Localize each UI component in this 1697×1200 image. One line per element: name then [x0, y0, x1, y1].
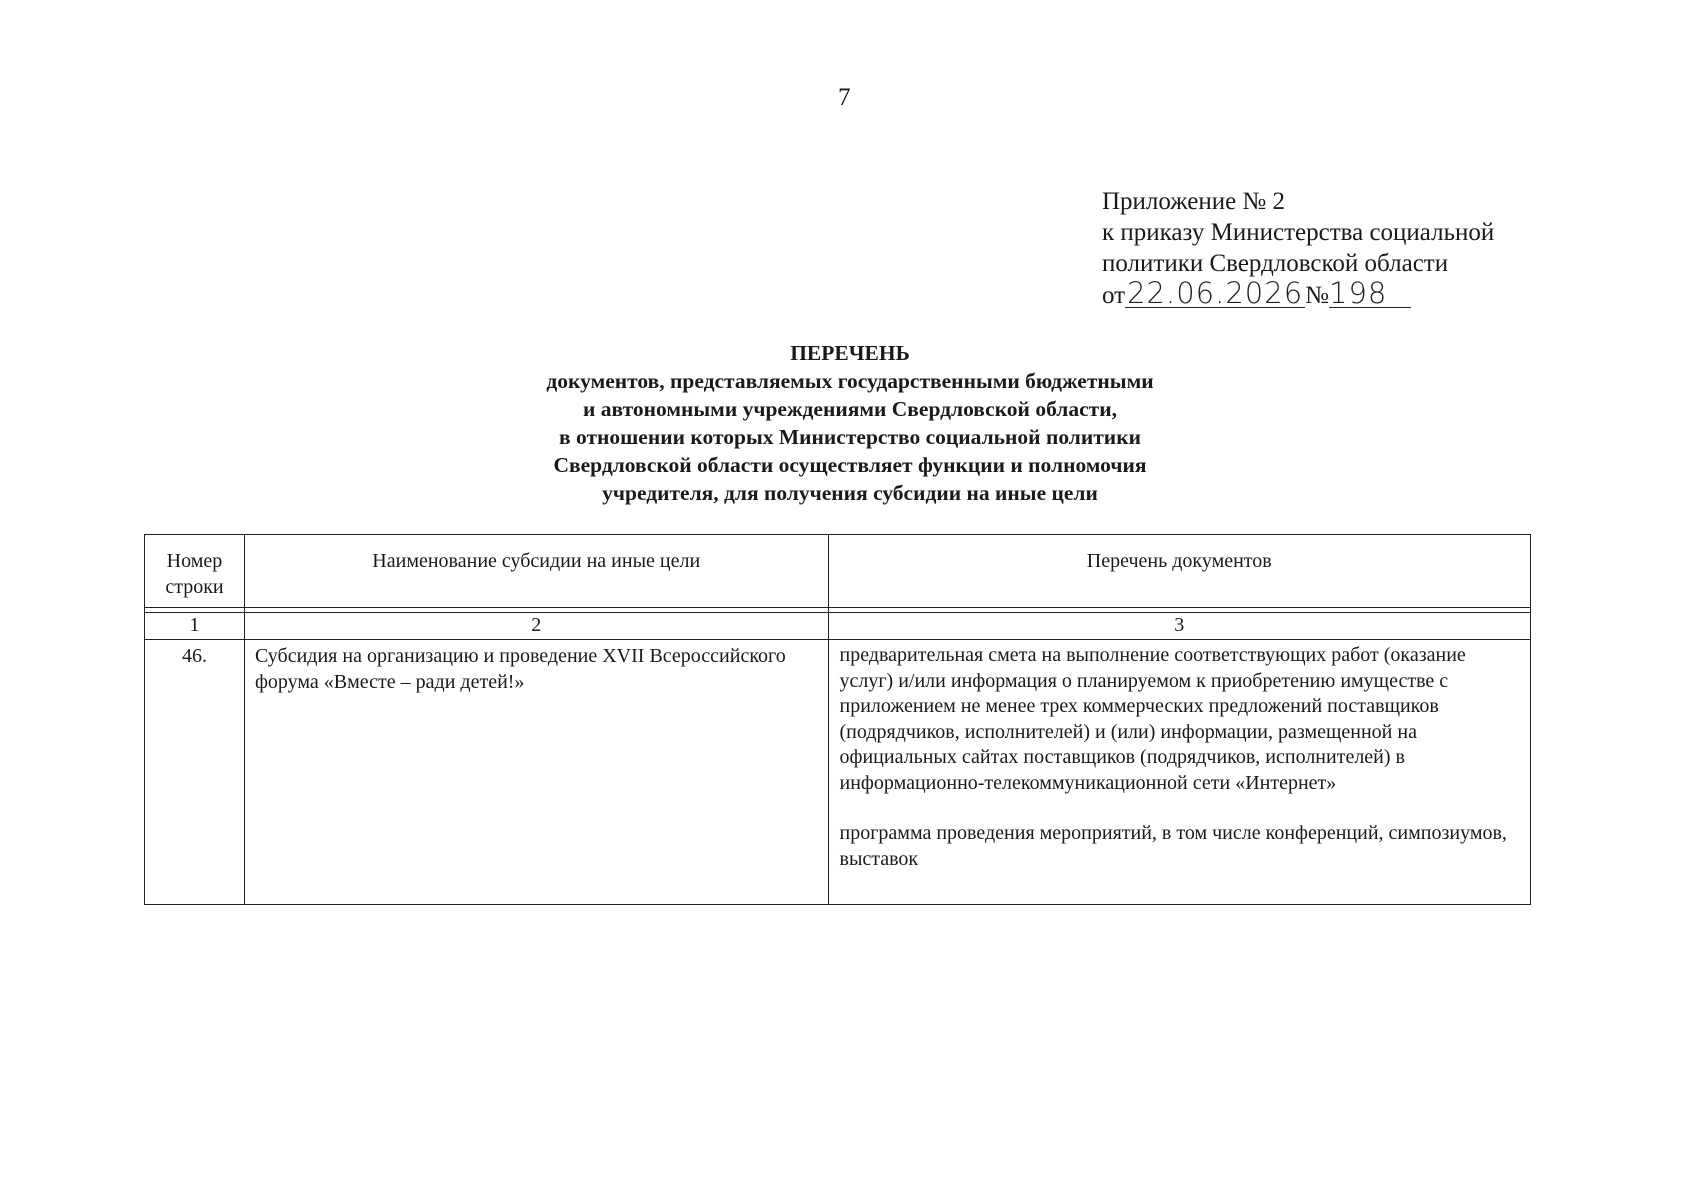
document-item: предварительная смета на выполнение соответствующих работ (оказание услуг) и/или информация о планируемом к приобретению имуществе с приложением не менее трех коммерческих предложений поставщиков (подрядчиков, исполнителей) и (или) информации, размещенной на официальных сайтах поставщиков (подрядчиков, исполнителей) в информационно-телекоммуникационной сети «Интернет»	[839, 644, 1466, 794]
row-number: 46.	[145, 640, 245, 905]
title-line: документов, представляемых государственными бюджетными	[546, 369, 1154, 393]
number-sign: №	[1305, 282, 1330, 309]
column-number: 1	[145, 613, 245, 640]
title-heading: ПЕРЕЧЕНЬ	[790, 341, 910, 365]
appendix-ministry: политики Свердловской области	[1102, 250, 1449, 277]
from-prefix: от	[1102, 282, 1126, 309]
title-line: и автономными учреждениями Свердловской области,	[583, 397, 1117, 421]
appendix-order-ref: к приказу Министерства социальной	[1102, 219, 1495, 246]
table-header-row	[145, 535, 1531, 608]
table-row	[145, 640, 1531, 905]
page-number: 7	[838, 84, 851, 111]
column-number: 3	[828, 613, 1531, 640]
appendix-date-line	[1102, 276, 1494, 311]
column-numbers-row	[145, 613, 1531, 640]
subsidy-name: Субсидия на организацию и проведение XVII Всероссийского форума «Вместе – ради детей!»	[244, 640, 828, 905]
title-line: учредителя, для получения субсидии на иные цели	[602, 481, 1098, 505]
appendix-block	[1102, 186, 1494, 311]
header-subsidy-name: Наименование субсидии на иные цели	[244, 535, 828, 608]
documents-table	[144, 534, 1531, 905]
document-item: программа проведения мероприятий, в том числе конференций, симпозиумов, выставок	[839, 822, 1507, 870]
appendix-title: Приложение № 2	[1102, 188, 1286, 215]
title-line: Свердловской области осуществляет функции и полномочия	[553, 453, 1147, 477]
column-number: 2	[244, 613, 828, 640]
header-row-number: Номер строки	[145, 535, 245, 608]
document-title	[420, 339, 1280, 507]
title-line: в отношении которых Министерство социальной политики	[559, 425, 1141, 449]
documents-cell	[828, 640, 1531, 905]
header-documents-list: Перечень документов	[828, 535, 1531, 608]
handwritten-number: 198	[1329, 279, 1411, 308]
handwritten-date: 22.06.2026	[1127, 276, 1304, 310]
